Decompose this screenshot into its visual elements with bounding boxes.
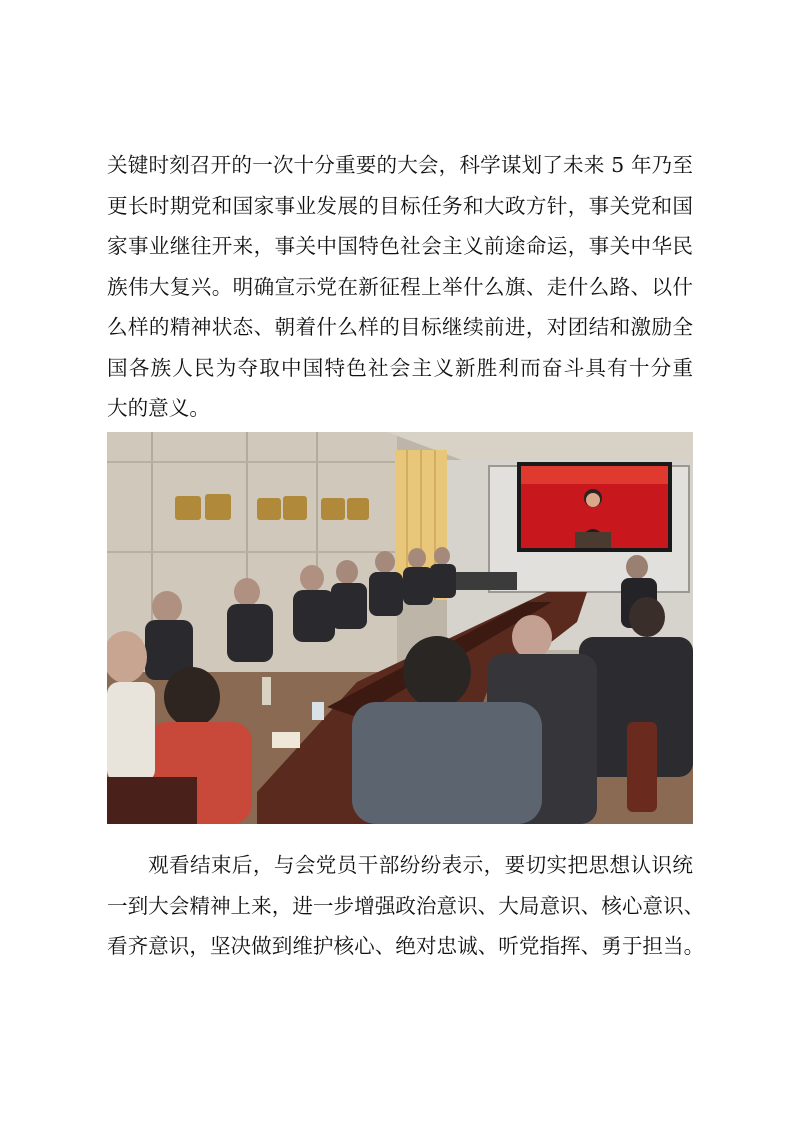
text-line: 一到大会精神上来，进一步增强政治意识、大局意识、核心意识、 bbox=[107, 893, 705, 918]
body-paragraph-2 bbox=[107, 845, 705, 967]
text-line: 族伟大复兴。明确宣示党在新征程上举什么旗、走什么路、以什 bbox=[107, 274, 693, 299]
text-line: 么样的精神状态、朝着什么样的目标继续前进，对团结和激励全 bbox=[107, 315, 693, 339]
text-line: 更长时期党和国家事业发展的目标任务和大政方针，事关党和国 bbox=[107, 193, 693, 218]
body-paragraph-1 bbox=[107, 145, 693, 429]
text-line: 看齐意识，坚决做到维护核心、绝对忠诚、听党指挥、勇于担当。 bbox=[107, 934, 705, 958]
text-line: 家事业继往开来，事关中国特色社会主义前途命运，事关中华民 bbox=[107, 234, 693, 258]
meeting-photo bbox=[107, 432, 693, 824]
text-line: 国各族人民为夺取中国特色社会主义新胜利而奋斗具有十分重 bbox=[107, 355, 693, 380]
text-line: 大的意义。 bbox=[107, 396, 210, 420]
text-line: 观看结束后，与会党员干部纷纷表示，要切实把思想认识统 bbox=[148, 853, 693, 877]
text-line: 关键时刻召开的一次十分重要的大会，科学谋划了未来 5 年乃至 bbox=[107, 153, 693, 177]
